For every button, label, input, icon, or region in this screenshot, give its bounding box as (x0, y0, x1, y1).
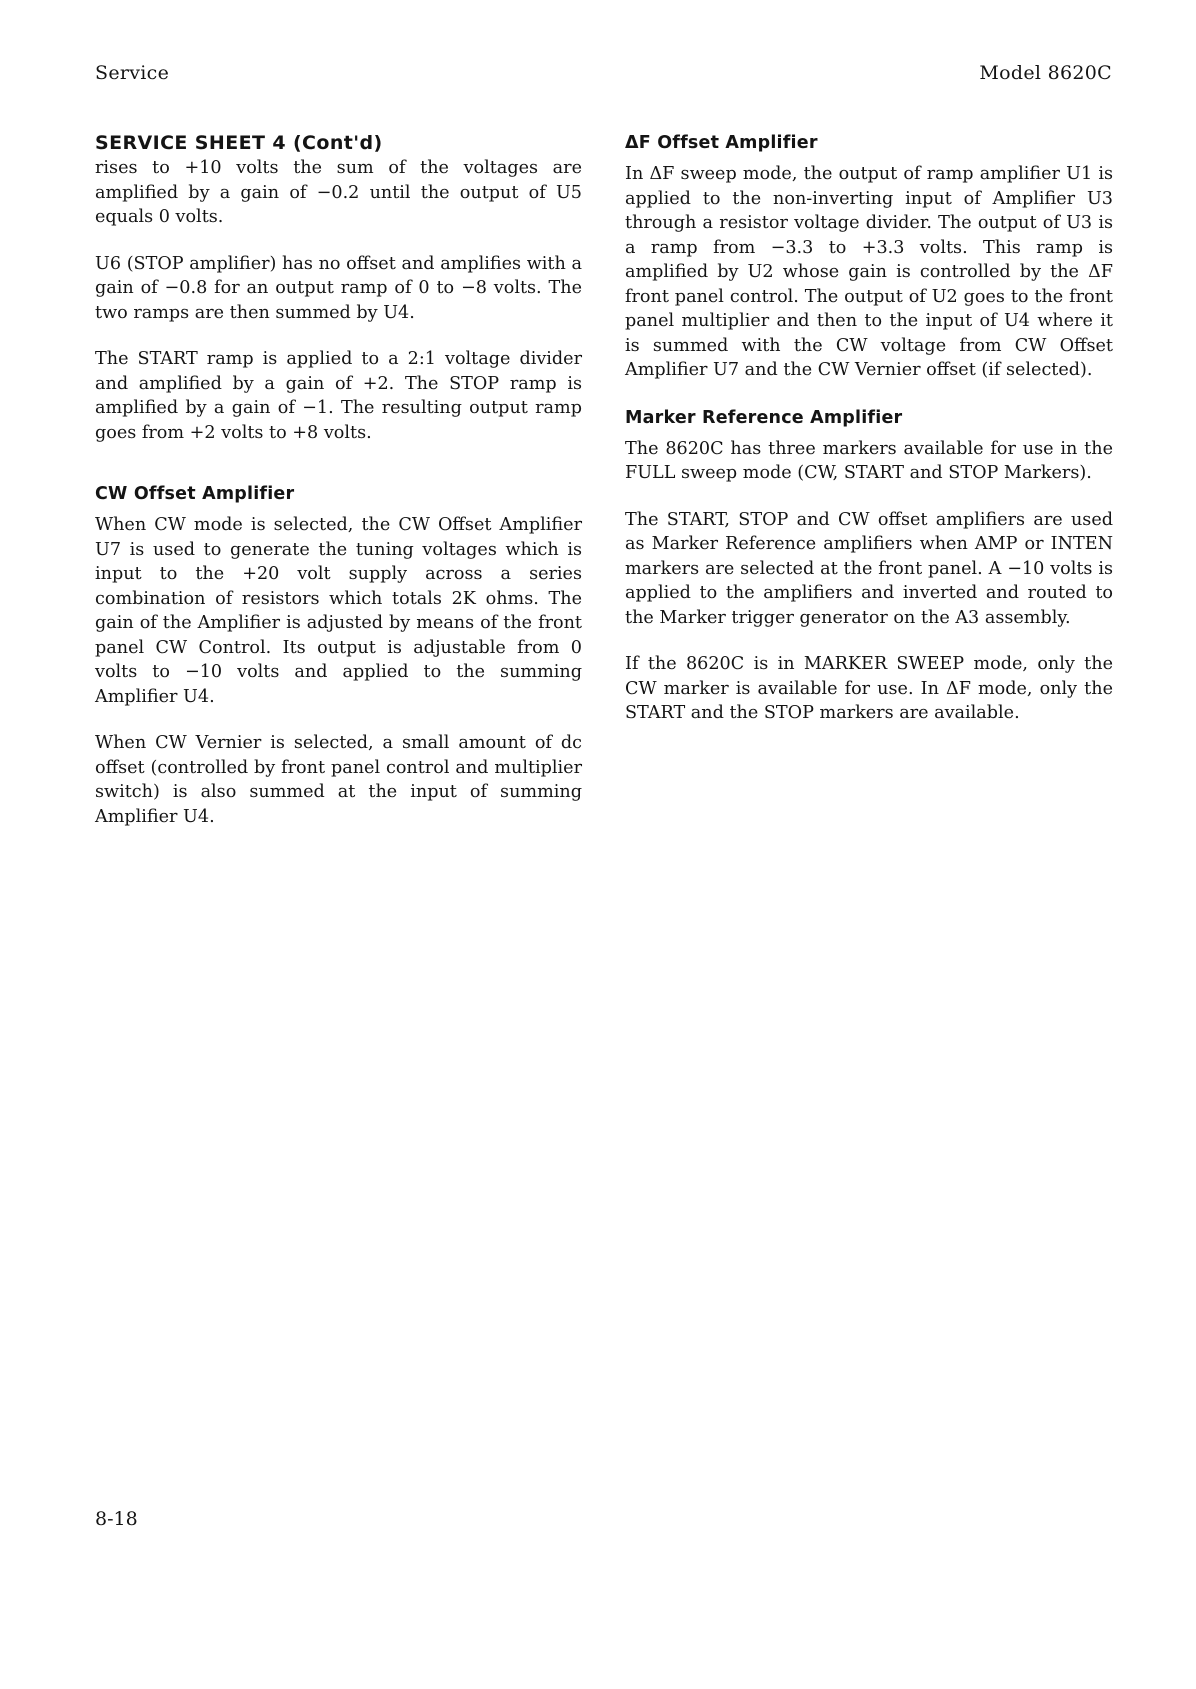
service-sheet-heading: SERVICE SHEET 4 (Cont'd) (95, 132, 383, 154)
paragraph-delta-f-sweep: In ΔF sweep mode, the output of ramp amplifier U1 is applied to the non-inverting input of Amplifier U3 through a resistor voltage divider. The output of U3 is a ramp from −3.3 to +3.3 volts. This ramp is amplified by U2 whose gain is controlled by the ΔF front panel control. The output of U2 goes to the front panel multiplier and then to the input of U4 where it is summed with the CW voltage from CW Offset Amplifier U7 and the CW Vernier offset (if selected). (625, 164, 1113, 380)
delta-f-offset-heading: ΔF Offset Amplifier (625, 133, 818, 153)
paragraph-marker-reference: The START, STOP and CW offset amplifiers are used as Marker Reference amplifiers when AMP or INTEN markers are selected at the front panel. A −10 volts is applied to the amplifiers and inverted and routed to the Marker trigger generator on the A3 assembly. (625, 509, 1113, 628)
page-number: 8-18 (95, 1508, 138, 1530)
paragraph-rises: rises to +10 volts the sum of the voltages are amplified by a gain of −0.2 until the output of U5 equals 0 volts. (95, 158, 582, 227)
right-column (625, 130, 1113, 726)
paragraph-three-markers: The 8620C has three markers available for use in the FULL sweep mode (CW, START and STOP Markers). (625, 438, 1113, 483)
marker-reference-heading: Marker Reference Amplifier (625, 407, 903, 428)
paragraph-u6-stop: U6 (STOP amplifier) has no offset and amplifies with a gain of −0.8 for an output ramp of 0 to −8 volts. The two ramps are then summed by U4. (95, 253, 582, 323)
header-model-label: Model 8620C (979, 62, 1112, 84)
cw-offset-heading: CW Offset Amplifier (95, 484, 295, 504)
header-section-label: Service (95, 62, 170, 84)
paragraph-cw-mode: When CW mode is selected, the CW Offset Amplifier U7 is used to generate the tuning voltages which is input to the +20 volt supply across a series combination of resistors which totals 2K ohms. The gain of the Amplifier is adjusted by means of the front panel CW Control. Its output is adjustable from 0 volts to −10 volts and applied to the summing Amplifier U4. (95, 515, 582, 707)
paragraph-start-ramp: The START ramp is applied to a 2:1 voltage divider and amplified by a gain of +2. The STOP ramp is amplified by a gain of −1. The resulting output ramp goes from +2 volts to +8 volts. (95, 349, 582, 443)
paragraph-marker-sweep: If the 8620C is in MARKER SWEEP mode, only the CW marker is available for use. In ΔF mode, only the START and the STOP markers are available. (625, 654, 1113, 723)
paragraph-cw-vernier: When CW Vernier is selected, a small amount of dc offset (controlled by front panel control and multiplier switch) is also summed at the input of summing Amplifier U4. (95, 733, 582, 827)
left-column (95, 130, 582, 829)
